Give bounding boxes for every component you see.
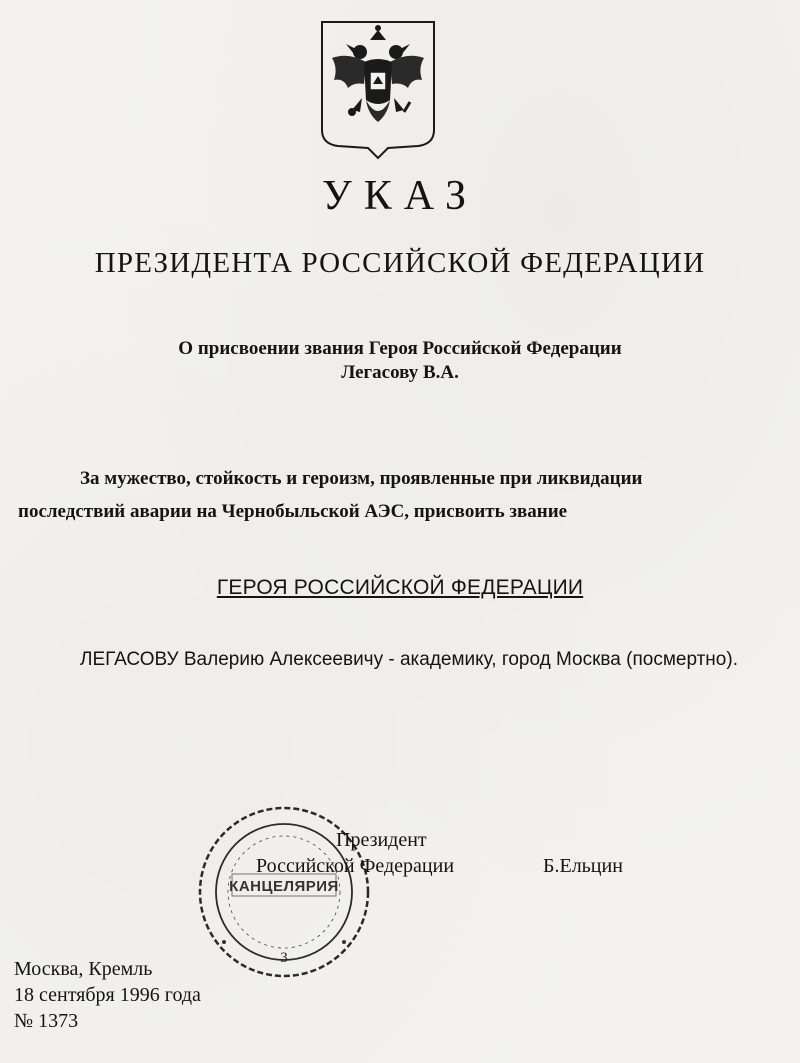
document-type-heading: УКАЗ: [321, 173, 479, 219]
awarded-title: ГЕРОЯ РОССИЙСКОЙ ФЕДЕРАЦИИ: [216, 576, 584, 599]
seal-number: 3: [280, 950, 288, 966]
decree-subject: [0, 337, 800, 385]
issue-place: Москва, Кремль: [14, 958, 153, 980]
subject-line-2: Легасову В.А.: [341, 362, 459, 383]
body-line-2: последствий аварии на Чернобыльской АЭС, присвоить звание: [18, 501, 568, 522]
decree-number: № 1373: [14, 1010, 79, 1032]
subject-line-1: О присвоении звания Героя Российской Федерации: [178, 338, 622, 359]
signatory-name: Б.Ельцин: [543, 855, 623, 877]
signature-role-line-1: Президент: [336, 829, 427, 851]
issuer-heading: ПРЕЗИДЕНТА РОССИЙСКОЙ ФЕДЕРАЦИИ: [94, 247, 706, 279]
coat-of-arms-emblem: [318, 18, 438, 160]
signature-role-line-2: Российской Федерации: [256, 855, 455, 877]
award-text: ЛЕГАСОВУ Валерию Алексеевичу - академику, город Москва (посмертно).: [80, 649, 738, 670]
seal-center-text: КАНЦЕЛЯРИЯ: [229, 878, 339, 895]
award-recipient: [18, 643, 784, 676]
issue-date: 18 сентября 1996 года: [14, 984, 201, 1006]
body-line-1: За мужество, стойкость и героизм, проявленные при ликвидации: [80, 468, 643, 489]
decree-body: [18, 462, 784, 528]
